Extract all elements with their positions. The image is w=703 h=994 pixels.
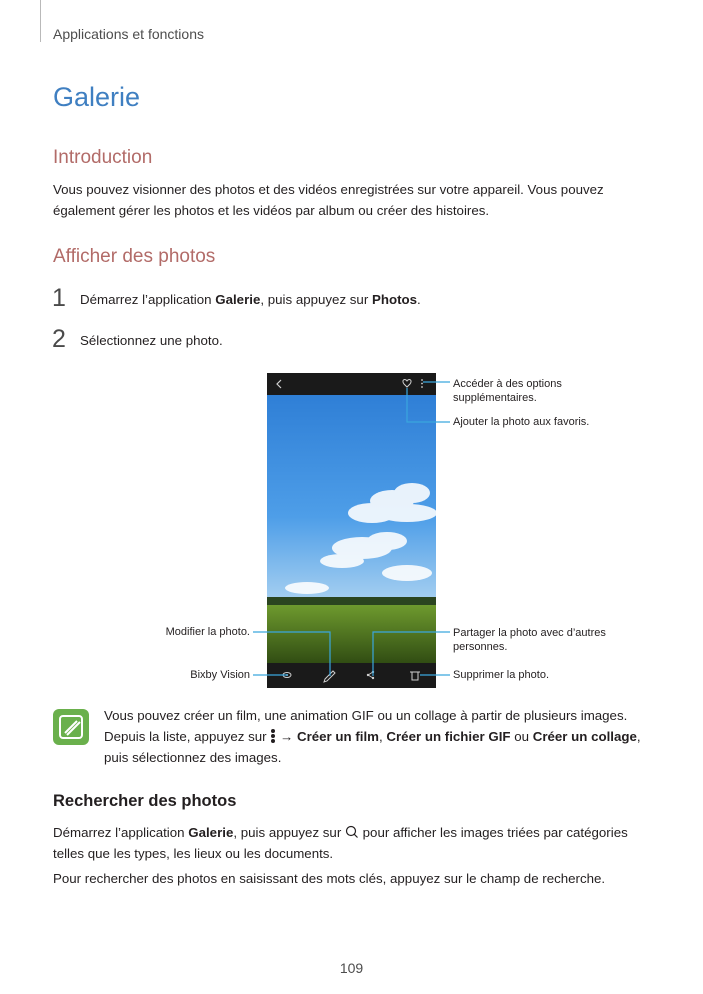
more-options-inline-icon [270,728,276,744]
search-text-2: Pour rechercher des photos en saisissant des mots clés, appuyez sur le champ de recherche. [53,871,606,886]
more-options-icon[interactable] [417,377,425,389]
callout-edit: Modifier la photo. [165,626,250,638]
view-heading: Afficher des photos [53,246,216,267]
bixby-vision-icon[interactable] [279,669,293,681]
step-2-number: 2 [52,325,66,353]
search-heading: Rechercher des photos [53,792,237,810]
page-title: Galerie [53,82,141,112]
edit-icon[interactable] [323,669,337,681]
callout-favorite: Ajouter la photo aux favoris. [453,416,590,428]
step-2-text: Sélectionnez une photo. [80,333,223,348]
callout-options: Accéder à des options supplémentaires. [453,378,562,404]
delete-icon[interactable] [410,669,422,681]
search-text-1: Démarrez l’application Galerie, puis appuyez sur pour afficher les images triées par catégories telles que les types, les lieux ou les documents. [53,825,628,861]
intro-text: Vous pouvez visionner des photos et des vidéos enregistrées sur votre appareil. Vous pouvez également gérer les photos et les vidéos par album ou créer des histoires. [53,182,604,218]
callout-delete: Supprimer la photo. [453,669,549,681]
page-number: 109 [339,960,364,976]
step-1-text: Démarrez l’application Galerie, puis appuyez sur Photos. [80,292,421,307]
tip-icon [53,709,89,745]
callout-share: Partager la photo avec d’autres personnes. [453,627,606,653]
share-icon[interactable] [366,669,378,681]
tip-text: Vous pouvez créer un film, une animation GIF ou un collage à partir de plusieurs images. Depuis la liste, appuyez sur → Créer un film, Créer un fichier GIF ou Créer un collage, puis sélectionnez des images. [104,708,641,765]
callout-bixby: Bixby Vision [190,669,250,681]
heart-icon[interactable] [401,377,413,389]
search-icon [345,824,359,838]
intro-heading: Introduction [53,147,153,168]
step-1-number: 1 [52,284,66,312]
section-header: Applications et fonctions [53,26,204,42]
back-icon[interactable] [273,377,287,391]
